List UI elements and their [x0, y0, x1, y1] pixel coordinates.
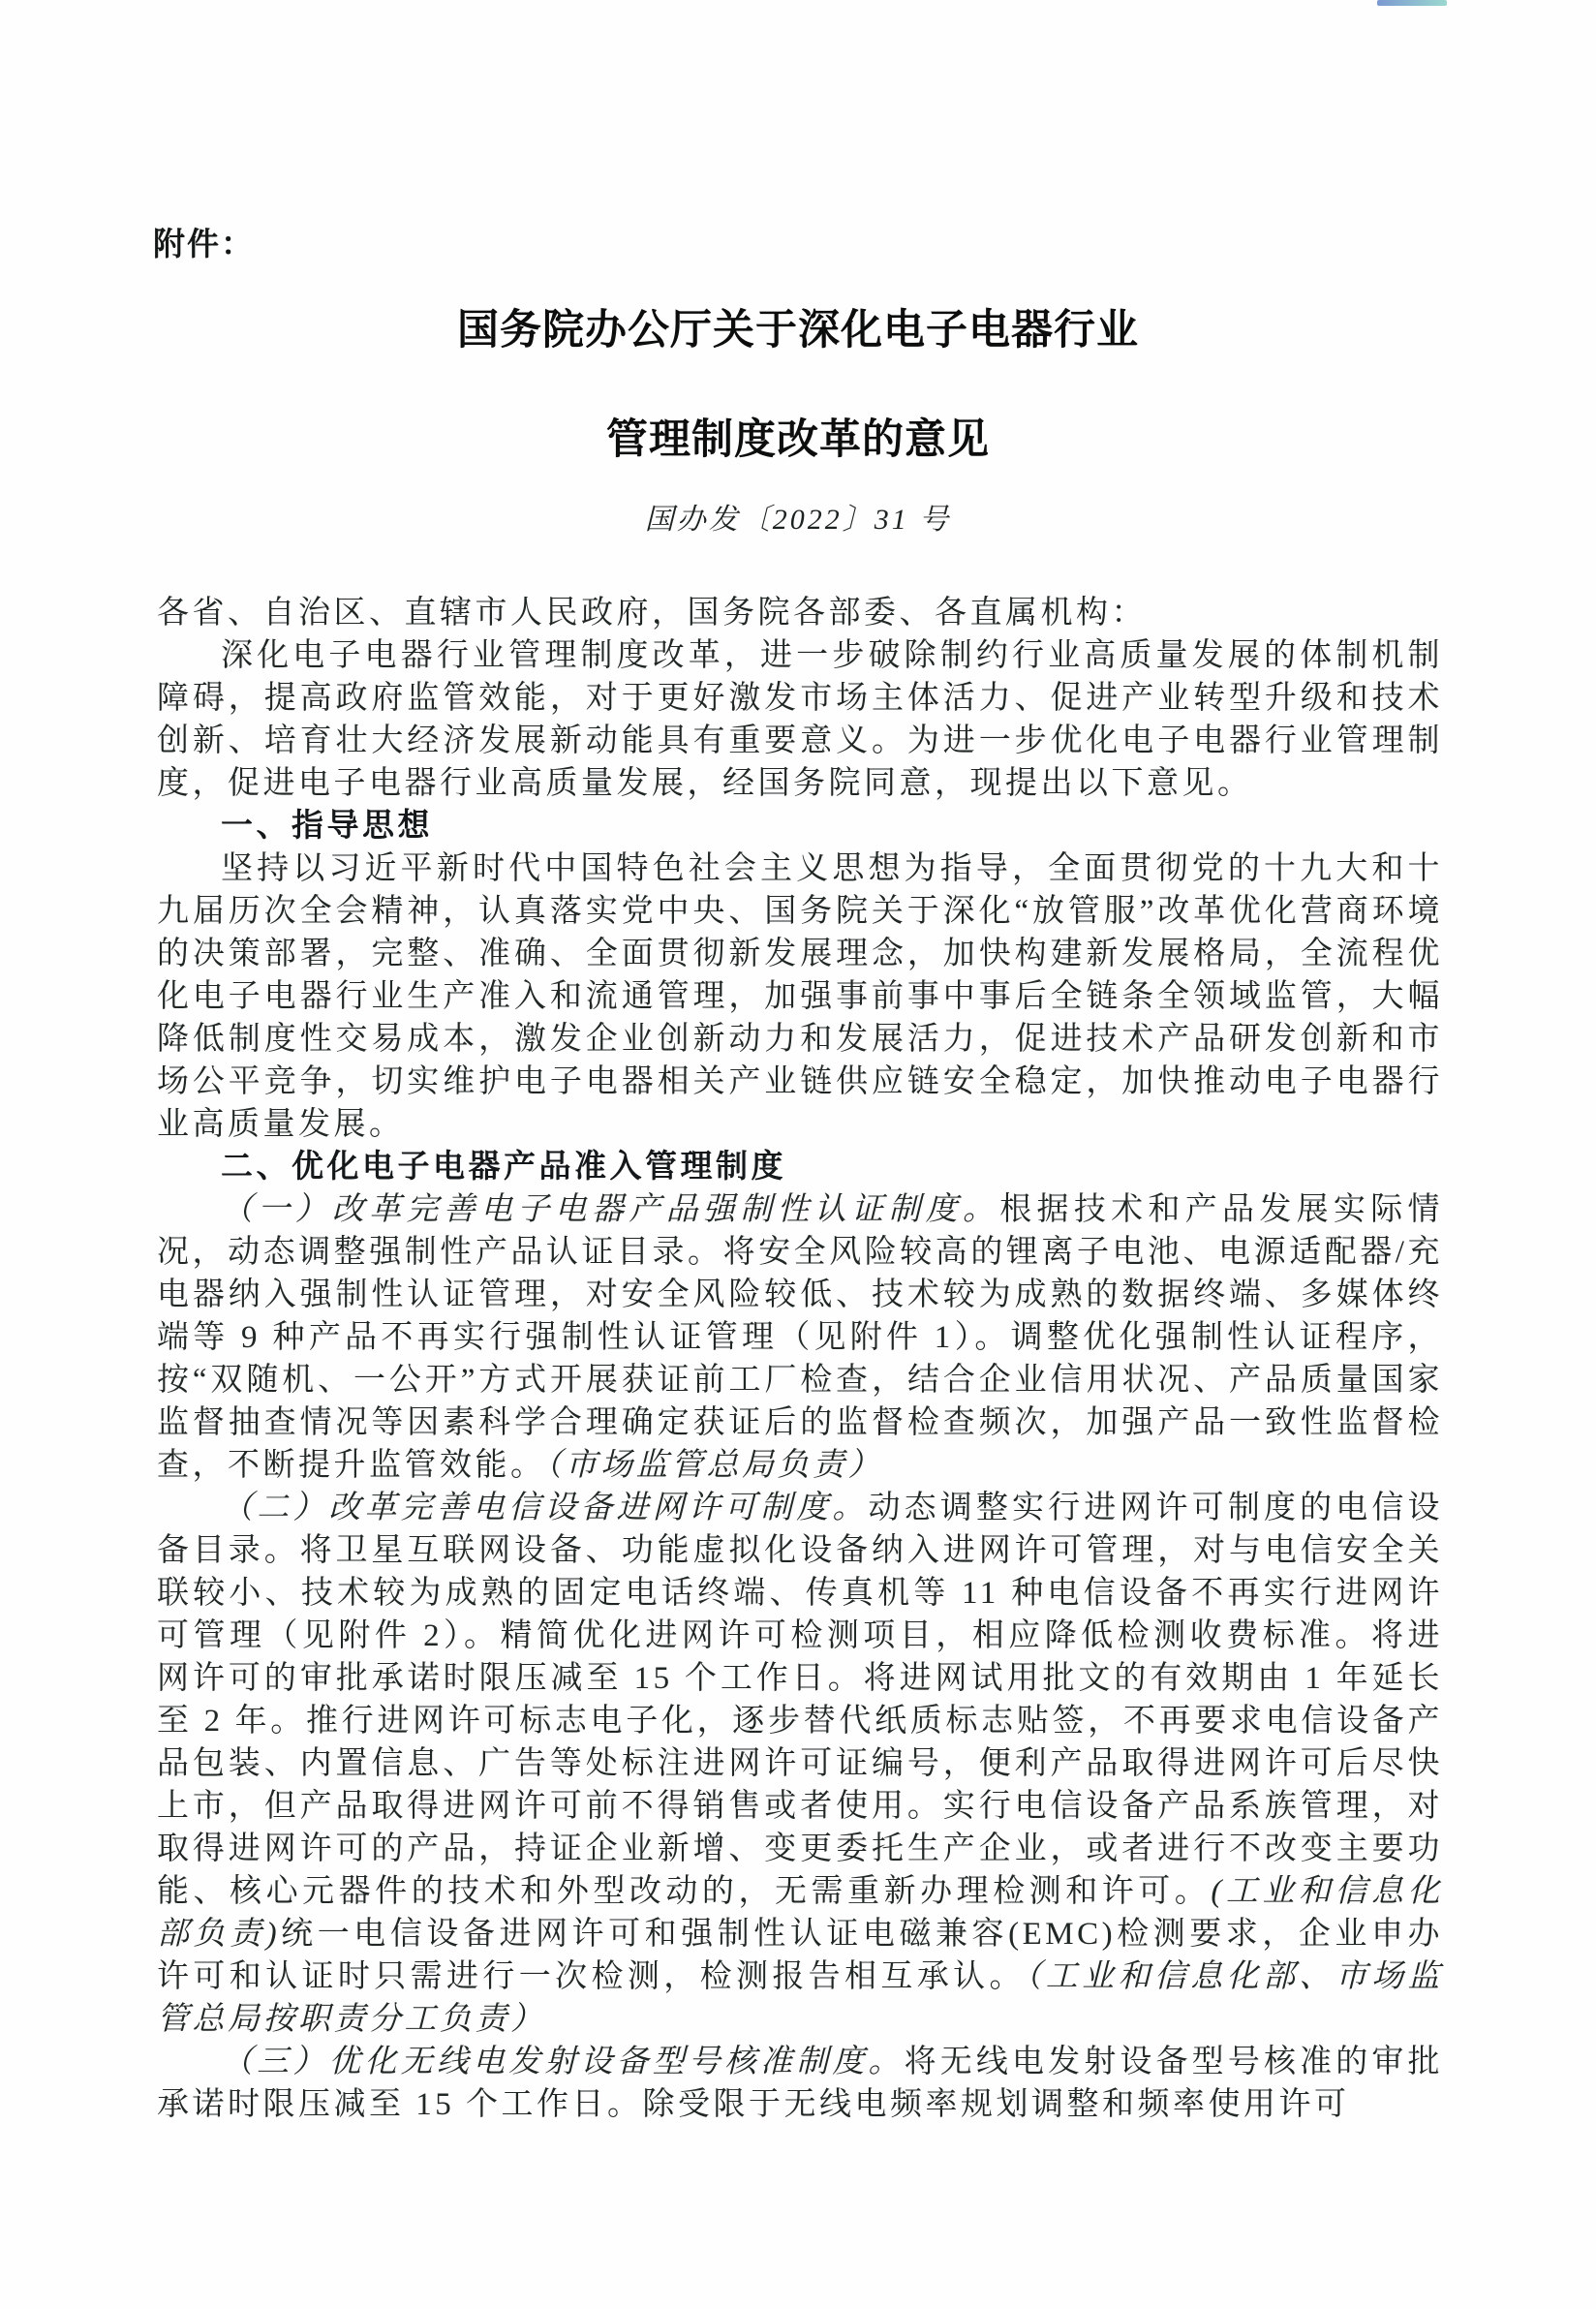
- item-2-lead: （二）改革完善电信设备进网许可制度。: [221, 1491, 869, 1525]
- item-1-lead: （一）改革完善电子电器产品强制性认证制度。: [221, 1192, 1000, 1227]
- section-1-paragraph: 坚持以习近平新时代中国特色社会主义思想为指导，全面贯彻党的十九大和十九届历次全会精神，认真落实党中央、国务院关于深化“放管服”改革优化营商环境的决策部署，完整、准确、全面贯彻新发展理念，加快构建新发展格局，全流程优化电子电器行业生产准入和流通管理，加强事前事中事后全链条全领域监管，大幅降低制度性交易成本，激发企业创新动力和发展活力，促进技术产品研发创新和市场公平竞争，切实维护电子电器相关产业链供应链安全稳定，加快推动电子电器行业高质量发展。: [157, 851, 1443, 1142]
- attachment-label: 附件：: [153, 228, 255, 262]
- item-1-text: 根据技术和产品发展实际情况，动态调整强制性产品认证目录。将安全风险较高的锂离子电池、电源适配器/充电器纳入强制性认证管理，对安全风险较低、技术较为成熟的数据终端、多媒体终端等 9 种产品不再实行强制性认证管理（见附件 1）。调整优化强制性认证程序，按“双随机、一公开”方式开展获证前工厂检查，结合企业信用状况、产品质量国家监督抽查情况等因素科学合理确定获证后的监督检查频次，加强产品一致性监督检查，不断提升监管效能。: [157, 1192, 1443, 1483]
- intro-paragraph: 深化电子电器行业管理制度改革，进一步破除制约行业高质量发展的体制机制障碍，提高政府监管效能，对于更好激发市场主体活力、促进产业转型升级和技术创新、培育壮大经济发展新动能具有重要意义。为进一步优化电子电器行业管理制度，促进电子电器行业高质量发展，经国务院同意，现提出以下意见。: [157, 638, 1443, 801]
- section-1-heading: 一、指导思想: [221, 809, 433, 844]
- salutation: 各省、自治区、直辖市人民政府，国务院各部委、各直属机构：: [157, 596, 1147, 631]
- doc-number: 国办发〔2022〕31 号: [644, 504, 952, 536]
- item-2-text-1: 动态调整实行进网许可制度的电信设备目录。将卫星互联网设备、功能虚拟化设备纳入进网许可管理，对与电信安全关联较小、技术较为成熟的固定电话终端、传真机等 11 种电信设备不再实行进网许可管理（见附件 2）。精简优化进网许可检测项目，相应降低检测收费标准。将进网许可的审批承诺时限压减至 15 个工作日。将进网试用批文的有效期由 1 年延长至 2 年。推行进网许可标志电子化，逐步替代纸质标志贴签，不再要求电信设备产品包装、内置信息、广告等处标注进网许可证编号，便利产品取得进网许可后尽快上市，但产品取得进网许可前不得销售或者使用。实行电信设备产品系族管理，对取得进网许可的产品，持证企业新增、变更委托生产企业，或者进行不改变主要功能、核心元器件的技术和外型改动的，无需重新办理检测和许可。: [157, 1491, 1444, 1909]
- item-3-paragraph: [157, 2041, 1443, 2126]
- section-2-heading: 二、优化电子电器产品准入管理制度: [221, 1150, 786, 1185]
- document-title-line2: 管理制度改革的意见: [606, 417, 990, 463]
- document-title-line1: 国务院办公厅关于深化电子电器行业: [457, 308, 1139, 354]
- item-2-note-1: (工业和信息化部负责): [157, 1874, 1444, 1952]
- item-2-text-2: 统一电信设备进网许可和强制性认证电磁兼容(EMC)检测要求，企业申办许可和认证时只需进行一次检测，检测报告相互承认。: [157, 1917, 1443, 1994]
- item-3-lead: （三）优化无线电发射设备型号核准制度。: [221, 2045, 905, 2079]
- document-body: [157, 592, 1443, 2126]
- item-1-paragraph: [157, 1188, 1443, 1487]
- item-1-note: （市场监管总局负责）: [545, 1448, 883, 1483]
- scan-artifact-mark: [1377, 0, 1447, 6]
- item-2-note-2: （工业和信息化部、市场监管总局按职责分工负责）: [157, 1959, 1444, 2037]
- item-2-paragraph: [157, 1487, 1443, 2041]
- item-3-text: 将无线电发射设备型号核准的审批承诺时限压减至 15 个工作日。除受限于无线电频率规划调整和频率使用许可: [157, 2045, 1444, 2122]
